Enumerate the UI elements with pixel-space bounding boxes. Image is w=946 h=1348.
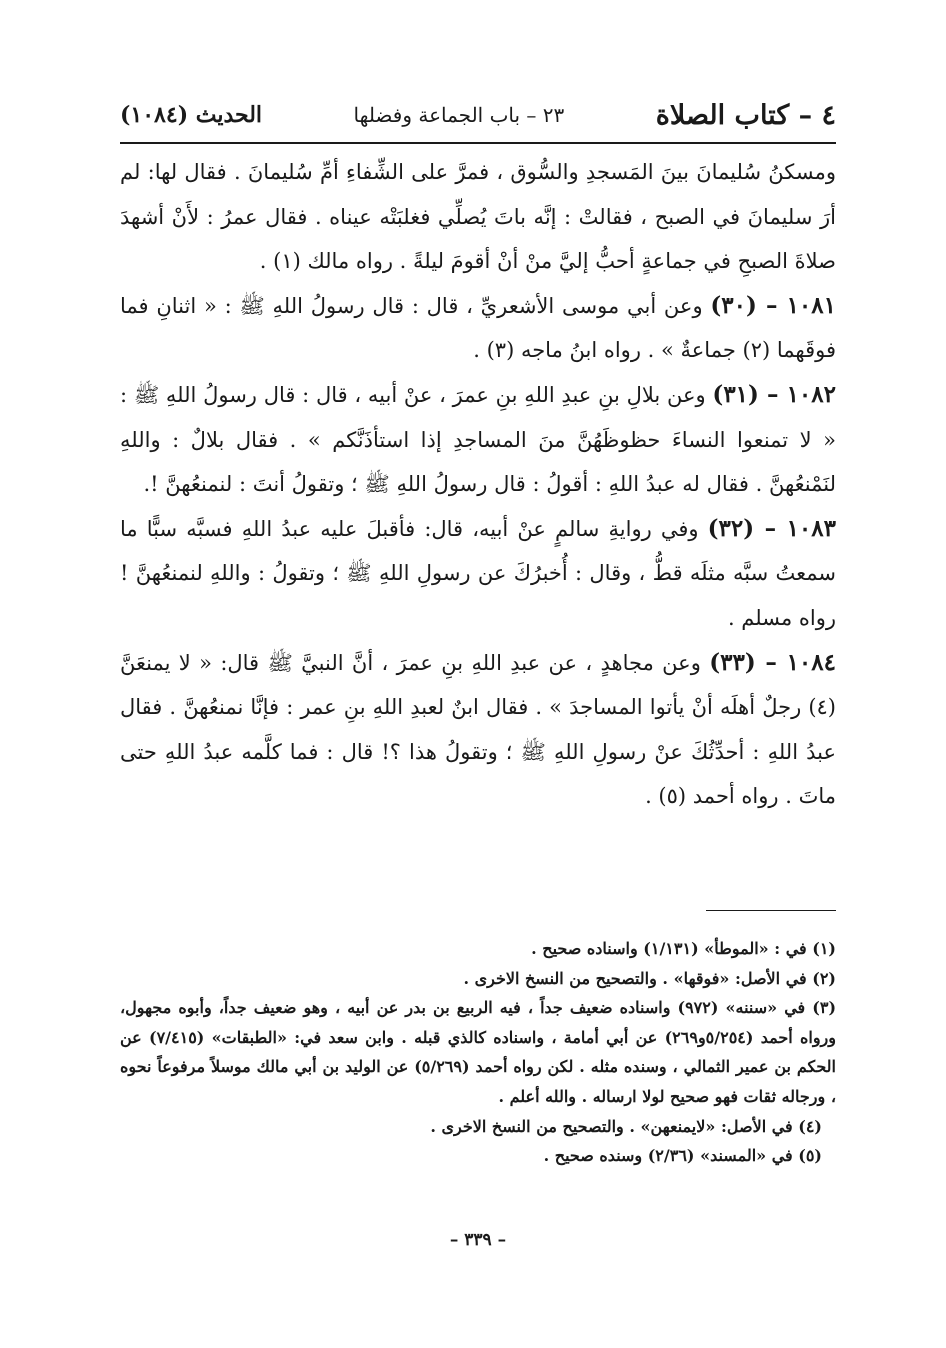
hadith-text: وفي روايةِ سالمٍ عنْ أبيه، قال: فأقبلَ عليه عبدُ اللهِ فسبَّه سبًّا ما سمعتُ سبَّه مثلَه قطُّ ، وقال : أُخبرُكَ عن رسولِ اللهِ ﷺ ؛ وتقولُ : واللهِ لنمنعُهنَّ ! رواه مسلم . xyxy=(120,516,836,630)
chapter-title: ٢٣ – باب الجماعة وفضلها xyxy=(353,103,565,127)
book-page xyxy=(120,78,836,1278)
footnote-divider xyxy=(706,910,836,911)
paragraph-text: ومسكنُ سُليمانَ بينَ المَسجدِ والسُّوق ، فمرَّ على الشِّفاءِ أمِّ سُليمانَ . فقال لها: لم أرَ سليمانَ في الصبح ، فقالتْ : إنَّه باتَ يُصلِّي فغلبَتْه عيناه . فقال عمرُ : لأَنْ أشهدَ صلاةَ الصبحِ في جماعةٍ أحبُّ إليَّ منْ أنْ أقومَ ليلةً . رواه مالك (١) . xyxy=(120,160,836,274)
hadith-1081 xyxy=(120,284,836,373)
book-title: ٤ – كتاب الصلاة xyxy=(655,99,836,131)
hadith-index: ١٠٨٤ – (٣٣) xyxy=(709,648,836,676)
hadith-text: وعن بلالِ بنِ عبدِ اللهِ بنِ عمرَ ، عنْ أبيه ، قال : قال رسولُ اللهِ ﷺ : « لا تمنعوا النساءَ حظوظَهُنَّ منَ المساجدِ إذا استأذَنَّكم » . فقال بلالٌ : واللهِ لنَمْنعُهنَّ . فقال له عبدُ اللهِ : أقولُ : قال رسولُ اللهِ ﷺ ؛ وتقولُ أنتَ : لنمنعُهنَّ !. xyxy=(120,382,836,497)
hadith-text: وعن مجاهدٍ ، عن عبدِ اللهِ بنِ عمرَ ، أنَّ النبيَّ ﷺ قال: « لا يمنعَنَّ (٤) رجلٌ أهلَه أنْ يأتوا المساجدَ » . فقال ابنٌ لعبدِ اللهِ بنِ عمر : فإنَّا نمنعُهنَّ . فقال عبدُ اللهِ : أحدِّثُكَ عنْ رسولِ اللهِ ﷺ ؛ وتقولُ هذا ؟! قال : فما كلَّمه عبدُ اللهِ حتى ماتَ . رواه أحمد (٥) . xyxy=(120,650,836,809)
hadith-1083 xyxy=(120,507,836,641)
header-divider xyxy=(120,142,836,144)
hadith-1082 xyxy=(120,373,836,507)
footnotes xyxy=(120,934,836,1171)
hadith-number: الحديث (١٠٨٤) xyxy=(120,102,263,128)
page-header xyxy=(120,92,836,138)
hadith-text: وعن أبي موسى الأشعريِّ ، قال : قال رسولُ اللهِ ﷺ : « اثنانِ فما فوقَهما (٢) جماعةٌ » . رواه ابنُ ماجه (٣) . xyxy=(120,293,836,363)
hadith-index: ١٠٨١ – (٣٠) xyxy=(710,291,836,319)
footnote-2: (٢) في الأصل: «فوقها» . والتصحيح من النسخ الاخرى . xyxy=(463,968,836,988)
footnote-1: (١) في : «الموطأ» (١/١٣١) واسناده صحيح . xyxy=(531,939,836,958)
footnote-4: (٤) في الأصل: «لايمنعهن» . والتصحيح من النسخ الاخرى . xyxy=(430,1116,822,1136)
paragraph-continuation xyxy=(120,150,836,284)
footnote-5: (٥) في «المسند» (٢/٣٦) وسنده صحيح . xyxy=(543,1146,822,1166)
hadith-index: ١٠٨٢ – (٣١) xyxy=(712,380,836,408)
main-text xyxy=(120,150,836,819)
page-number: – ٣٣٩ – xyxy=(449,1230,507,1250)
footnote-3: (٣) في «سننه» (٩٧٢) واسناده ضعيف جداً ، فيه الربيع بن بدر عن أبيه ، وهو ضعيف جداً، وأبوه مجهول، ورواه أحمد (٥/٢٥٤و٢٦٩) عن أبي أمامة ، واسناده كالذي قبله . وابن سعد في: «الطبقات» (٧/٤١٥) عن الحكم بن عمير الثمالي ، وسنده مثله . لكن رواه أحمد (٥/٢٦٩) عن الوليد بن أبي مالك موسلاً مرفوعاً نحوه ، ورجاله ثقات فهو صحيح لولا ارساله . والله أعلم . xyxy=(120,998,837,1106)
hadith-index: ١٠٨٣ – (٣٢) xyxy=(707,514,836,542)
hadith-1084 xyxy=(120,641,836,819)
